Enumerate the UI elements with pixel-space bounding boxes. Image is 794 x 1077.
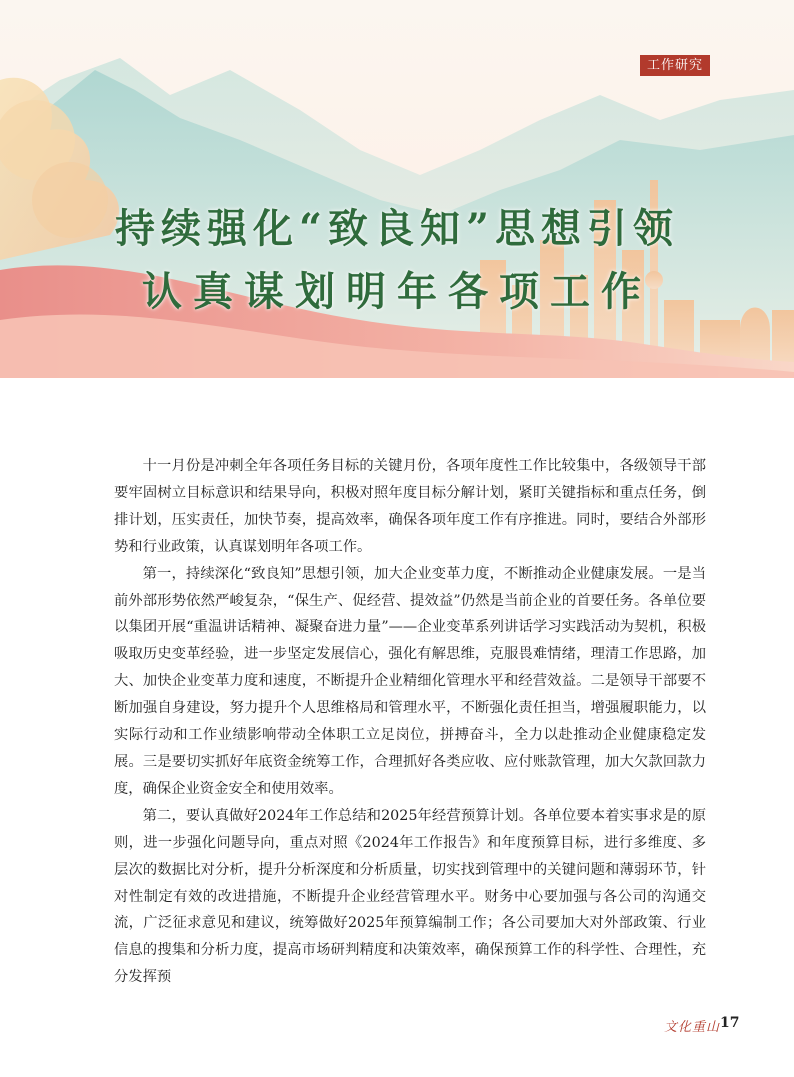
magazine-brand-logo: 文化重山 <box>664 1020 721 1035</box>
hero-banner <box>0 0 794 378</box>
paragraph: 十一月份是冲刺全年各项任务目标的关键月份，各项年度性工作比较集中，各级领导干部要牢固树立目标意识和结果导向，积极对照年度目标分解计划，紧盯关键指标和重点任务，倒排计划，压实责任，加快节奏，提高效率，确保各项年度工作有序推进。同时，要结合外部形势和行业政策，认真谋划明年各项工作。 <box>114 458 706 555</box>
article-title-line2: 认真谋划明年各项工作 <box>142 268 652 315</box>
page-number: 17 <box>720 1015 740 1031</box>
section-tag: 工作研究 <box>640 55 710 76</box>
paragraph: 第一，持续深化“致良知”思想引领，加大企业变革力度，不断推动企业健康发展。一是当前外部形势依然严峻复杂，“保生产、促经营、提效益”仍然是当前企业的首要任务。各单位要以集团开展“重温讲话精神、凝聚奋进力量”——企业变革系列讲话学习实践活动为契机，积极吸取历史变革经验，进一步坚定发展信心，强化有解思维，克服畏难情绪，理清工作思路，加大、加快企业变革力度和速度，不断提升企业精细化管理水平和经营效益。二是领导干部要不断加强自身建设，努力提升个人思维格局和管理水平，不断强化责任担当，增强履职能力，以实际行动和工作业绩影响带动全体职工立足岗位，拼搏奋斗，全力以赴推动企业健康稳定发展。三是要切实抓好年底资金统筹工作，合理抓好各类应收、应付账款管理，加大欠款回款力度，确保企业资金安全和使用效率。 <box>114 565 706 797</box>
paragraph: 第二，要认真做好2024年工作总结和2025年经营预算计划。各单位要本着实事求是的原则，进一步强化问题导向，重点对照《2024年工作报告》和年度预算目标，进行多维度、多层次的数据比对分析，提升分析深度和分析质量，切实找到管理中的关键问题和薄弱环节，针对性制定有效的改进措施，不断提升企业经营管理水平。财务中心要加强与各公司的沟通交流，广泛征求意见和建议，统筹做好2025年预算编制工作；各公司要加大对外部政策、行业信息的搜集和分析力度，提高市场研判精度和决策效率，确保预算工作的科学性、合理性，充分发挥预 <box>114 807 706 986</box>
article-title-line1: 持续强化“致良知”思想引领 <box>114 205 679 252</box>
article-body <box>114 453 706 991</box>
